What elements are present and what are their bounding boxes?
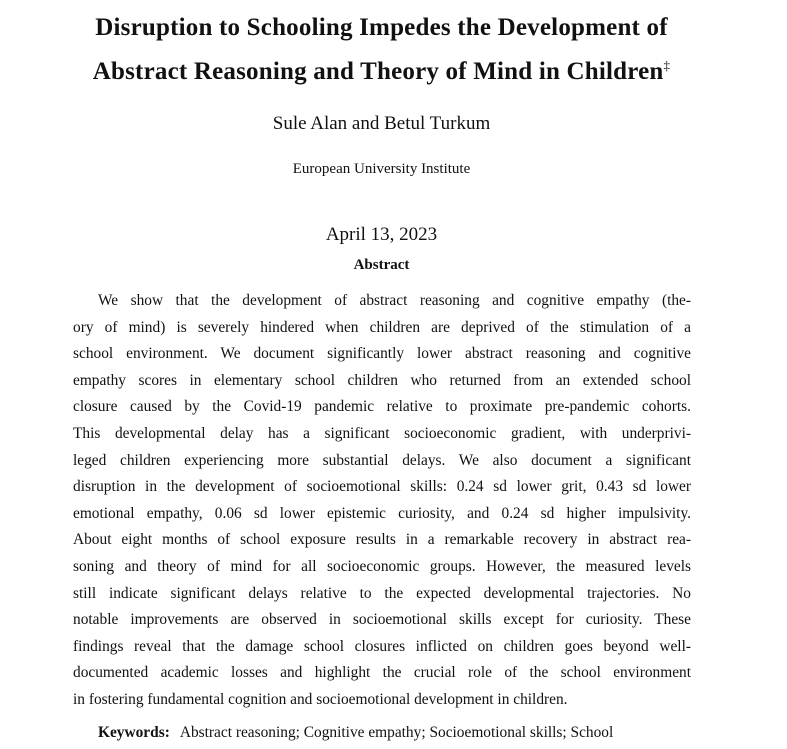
abstract-line: ory of mind) is severely hindered when children are deprived of the stimulation of a — [73, 318, 691, 336]
abstract-line: findings reveal that the damage school closures inflicted on children goes beyond well- — [73, 637, 691, 655]
paper-title-line-2 — [0, 50, 763, 94]
abstract-line: soning and theory of mind for all socioeconomic groups. However, the measured levels — [73, 557, 691, 575]
paper-title — [0, 6, 763, 94]
abstract-line: leged children experiencing more substantial delays. We also document a significant — [73, 451, 691, 469]
abstract-line: in fostering fundamental cognition and socioemotional development in children. — [73, 690, 568, 708]
keywords-label: Keywords: — [98, 724, 170, 741]
abstract-line: documented academic losses and highlight the crucial role of the school environment — [73, 664, 691, 682]
abstract-body — [73, 288, 691, 714]
abstract-line: closure caused by the Covid-19 pandemic relative to proximate pre-pandemic cohorts. — [73, 398, 691, 416]
abstract-line: school environment. We document significantly lower abstract reasoning and cognitive — [73, 345, 691, 363]
paper-date: April 13, 2023 — [325, 224, 438, 245]
abstract-line: We show that the development of abstract reasoning and cognitive empathy (the- — [98, 292, 691, 309]
abstract-line: About eight months of school exposure results in a remarkable recovery in abstract rea- — [73, 531, 691, 549]
abstract-line: still indicate significant delays relative to the expected developmental trajectories. No — [73, 584, 691, 602]
paper-title-line-1: Disruption to Schooling Impedes the Development of — [95, 14, 668, 41]
paper-title-line-2-text: Abstract Reasoning and Theory of Mind in Children — [92, 58, 664, 85]
abstract-heading: Abstract — [353, 257, 410, 273]
abstract-line: This developmental delay has a significant socioeconomic gradient, with underprivi- — [73, 424, 691, 442]
abstract-line: disruption in the development of socioemotional skills: 0.24 sd lower grit, 0.43 sd lower — [73, 478, 691, 496]
abstract-line: emotional empathy, 0.06 sd lower epistemic curiosity, and 0.24 sd higher impulsivity. — [73, 504, 691, 522]
abstract-line: empathy scores in elementary school children who returned from an extended school — [73, 371, 691, 389]
keywords-text: Abstract reasoning; Cognitive empathy; Socioemotional skills; School — [179, 724, 614, 741]
title-footnote-mark: ‡ — [663, 57, 671, 73]
keywords-line — [98, 720, 691, 746]
author-affiliation: European University Institute — [292, 161, 471, 177]
abstract-line: notable improvements are observed in socioemotional skills except for curiosity. These — [73, 611, 691, 629]
author-list: Sule Alan and Betul Turkum — [272, 113, 491, 134]
